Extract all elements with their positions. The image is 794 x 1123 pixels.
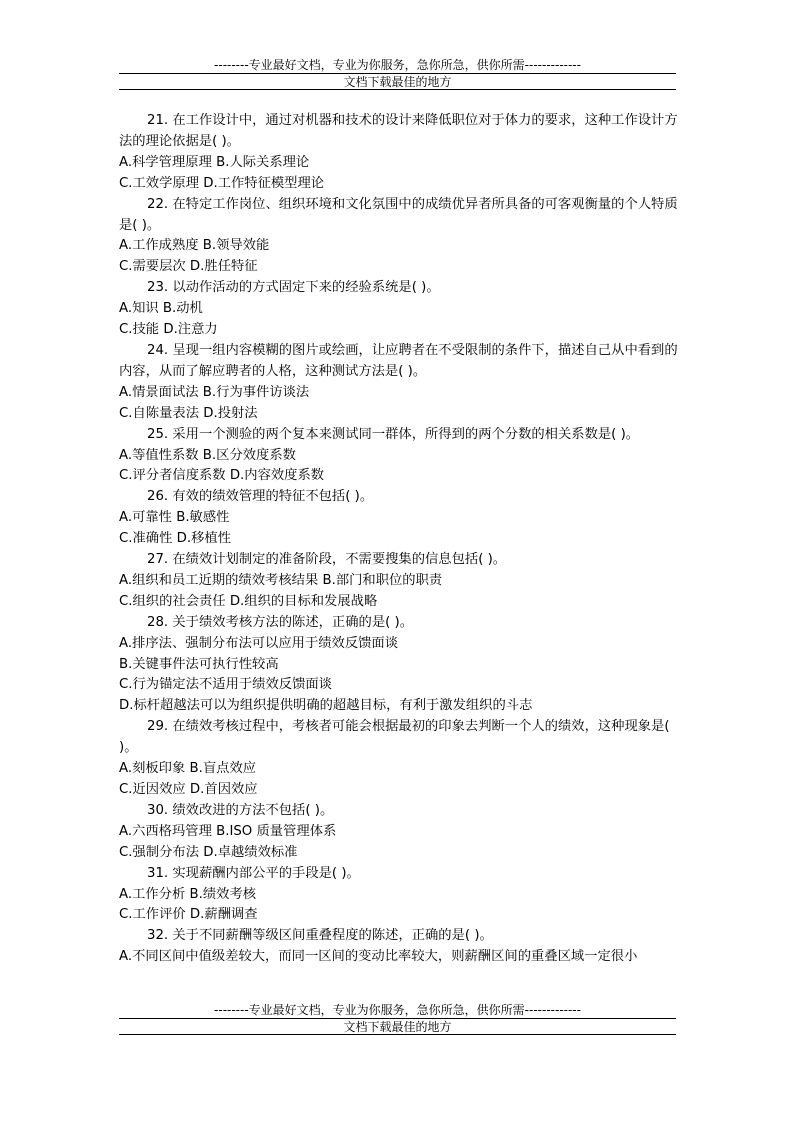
answer-options: C.技能 D.注意力 — [119, 322, 218, 338]
answer-options: C.行为锚定法不适用于绩效反馈面谈 — [119, 677, 332, 693]
answer-options: A.工作分析 B.绩效考核 — [119, 886, 257, 902]
page-footer — [119, 1003, 676, 1035]
answer-options: A.六西格玛管理 B.ISO 质量管理体系 — [119, 823, 337, 839]
answer-options: C.工作评价 D.薪酬调查 — [119, 907, 258, 923]
page-header — [119, 58, 676, 90]
answer-options: A.可靠性 B.敏感性 — [119, 510, 230, 526]
question-text: 30. 绩效改进的方法不包括( )。 — [147, 802, 334, 818]
answer-options: C.自陈量表法 D.投射法 — [119, 405, 258, 421]
question-text: 21. 在工作设计中，通过对机器和技术的设计来降低职位对于体力的要求，这种工作设计方法的理论依据是( )。 — [119, 113, 678, 149]
footer-site-name: 文档下载最佳的地方 — [343, 1020, 452, 1034]
question-text: 24. 呈现一组内容模糊的图片或绘画，让应聘者在不受限制的条件下，描述自己从中看到的内容，从而了解应聘者的人格，这种测试方法是( )。 — [119, 342, 678, 379]
header-rule-bottom — [119, 89, 676, 90]
question-text: 26. 有效的绩效管理的特征不包括( )。 — [147, 489, 374, 505]
answer-options: A.情景面试法 B.行为事件访谈法 — [119, 384, 310, 400]
answer-options: D.标杆超越法可以为组织提供明确的超越目标，有利于激发组织的斗志 — [119, 698, 533, 714]
footer-slogan: --------专业最好文档，专业为你服务，急你所急，供你所需------------- — [214, 1003, 581, 1017]
header-site-name: 文档下载最佳的地方 — [343, 75, 452, 89]
question-text: 32. 关于不同薪酬等级区间重叠程度的陈述，正确的是( )。 — [147, 928, 493, 944]
question-text: 22. 在特定工作岗位、组织环境和文化氛围中的成绩优异者所具备的可客观衡量的个人特质是( )。 — [119, 196, 678, 233]
answer-options: C.评分者信度系数 D.内容效度系数 — [119, 468, 325, 484]
header-slogan: --------专业最好文档，专业为你服务，急你所急，供你所需------------- — [214, 58, 581, 72]
answer-options: C.工效学原理 D.工作特征模型理论 — [119, 175, 325, 191]
footer-rule-bottom — [119, 1034, 676, 1035]
answer-options: A.不同区间中值级差较大，而同一区间的变动比率较大，则薪酬区间的重叠区域一定很小 — [119, 949, 638, 965]
answer-options: A.排序法、强制分布法可以应用于绩效反馈面谈 — [119, 635, 399, 651]
answer-options: B.关键事件法可执行性较高 — [119, 656, 279, 672]
question-text: 23. 以动作活动的方式固定下来的经验系统是( )。 — [147, 280, 440, 296]
question-text: 31. 实现薪酬内部公平的手段是( )。 — [147, 865, 360, 881]
question-text: 29. 在绩效考核过程中，考核者可能会根据最初的印象去判断一个人的绩效，这种现象是( )。 — [119, 719, 670, 756]
question-text: 25. 采用一个测验的两个复本来测试同一群体，所得到的两个分数的相关系数是( )。 — [147, 426, 640, 442]
answer-options: C.强制分布法 D.卓越绩效标准 — [119, 844, 298, 860]
answer-options: C.需要层次 D.胜任特征 — [119, 259, 258, 275]
answer-options: C.准确性 D.移植性 — [119, 531, 231, 547]
answer-options: A.科学管理原理 B.人际关系理论 — [119, 154, 310, 170]
answer-options: C.组织的社会责任 D.组织的目标和发展战略 — [119, 593, 378, 609]
answer-options: A.组织和员工近期的绩效考核结果 B.部门和职位的职责 — [119, 572, 443, 588]
answer-options: A.刻板印象 B.盲点效应 — [119, 761, 257, 777]
answer-options: C.近因效应 D.首因效应 — [119, 782, 258, 797]
question-text: 27. 在绩效计划制定的准备阶段，不需要搜集的信息包括( )。 — [147, 552, 507, 568]
answer-options: A.工作成熟度 B.领导效能 — [119, 238, 270, 254]
question-text: 28. 关于绩效考核方法的陈述，正确的是( )。 — [147, 614, 414, 630]
answer-options: A.等值性系数 B.区分效度系数 — [119, 447, 296, 463]
answer-options: A.知识 B.动机 — [119, 301, 203, 317]
document-body — [119, 111, 681, 968]
